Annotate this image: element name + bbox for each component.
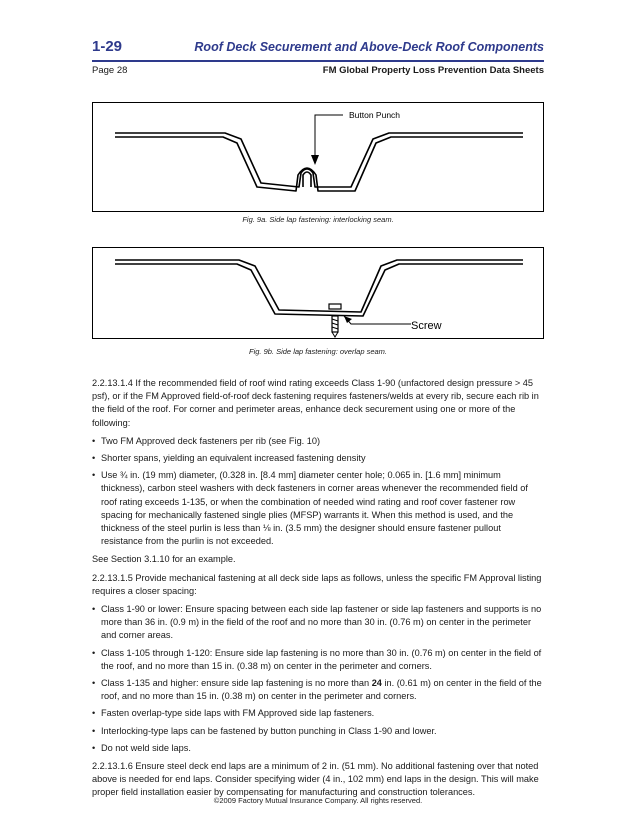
list-item: • Class 1-90 or lower: Ensure spacing between each side lap fastener or side lap fasteners and supports is no more than 36 in. (0.9 m) in the field of the roof and no more than 30 in. (0.76 m) on center in the perimeter and corner areas. bbox=[92, 603, 544, 643]
emphasized-value: 24 bbox=[371, 678, 382, 689]
list-item: • Do not weld side laps. bbox=[92, 742, 544, 755]
paragraph-2-2-13-1-5: 2.2.13.1.5 Provide mechanical fastening at all deck side laps as follows, unless the specific FM Approval listing requires a closer spacing: bbox=[92, 572, 542, 596]
item-text: Class 1-135 and higher: ensure side lap fastening is no more than bbox=[101, 678, 372, 689]
side-lap-list bbox=[92, 603, 544, 755]
button-punch-label: Button Punch bbox=[349, 110, 401, 120]
paragraph-2-2-13-1-4: 2.2.13.1.4 If the recommended field of roof wind rating exceeds Class 1-90 (unfactored design pressure > 45 psf), or if the FM Approved field-of-roof deck fastening requires fasteners/welds at every rib, secure each rib in the field of the roof. For corner and perimeter areas, enhance deck securement using one or more of the following: bbox=[92, 378, 539, 428]
list-item: • Class 1-105 through 1-120: Ensure side lap fastening is no more than 30 in. (0.76 m) on center in the field of the roof, and no more than 15 in. (0.38 m) on center in the perimeter and corners. bbox=[92, 647, 544, 673]
list-item: • Fasten overlap-type side laps with FM Approved side lap fasteners. bbox=[92, 707, 544, 720]
screw-label: Screw bbox=[411, 320, 442, 332]
figure-9b bbox=[92, 247, 544, 339]
overlap-seam-drawing bbox=[93, 248, 543, 338]
item-text: in. (0.61 m) on center in the field of the roof, and no more than 15 in. (0.38 m) on center in the perimeter and corners. bbox=[101, 678, 542, 702]
header-rule bbox=[92, 60, 544, 62]
document-number: 1-29 bbox=[92, 38, 123, 55]
list-item: • Two FM Approved deck fasteners per rib (see Fig. 10) bbox=[92, 435, 544, 448]
section-reference: See Section 3.1.10 for an example. bbox=[92, 554, 236, 565]
figure-9b-caption: Fig. 9b. Side lap fastening: overlap seam. bbox=[249, 347, 387, 356]
publication-name: FM Global Property Loss Prevention Data Sheets bbox=[322, 65, 544, 76]
copyright-footer: ©2009 Factory Mutual Insurance Company. All rights reserved. bbox=[213, 796, 423, 805]
interlocking-seam-drawing bbox=[93, 103, 543, 211]
list-item: • Interlocking-type laps can be fastened by button punching in Class 1-90 and lower. bbox=[92, 725, 544, 738]
list-item: • Shorter spans, yielding an equivalent increased fastening density bbox=[92, 452, 544, 465]
figure-9a-caption: Fig. 9a. Side lap fastening: interlocking seam. bbox=[242, 215, 394, 224]
page-number: Page 28 bbox=[92, 65, 128, 76]
paragraph-2-2-13-1-6: 2.2.13.1.6 Ensure steel deck end laps are a minimum of 2 in. (51 mm). No additional fastening over that noted above is needed for end laps. Consider specifying wider (4 in., 102 mm) end laps in the design. This will make proper field installation easier by compensating for manufacturing and construction tolerances. bbox=[92, 761, 539, 798]
document-title: Roof Deck Securement and Above-Deck Roof Components bbox=[194, 40, 544, 54]
body-text bbox=[92, 377, 544, 805]
list-item: • Use ¾ in. (19 mm) diameter, (0.328 in. [8.4 mm] diameter center hole; 0.065 in. [1.6 mm] minimum thickness), carbon steel washers with deck fasteners in corner areas whenever the recommended field of roof rating exceeds 1-135, or when the combination of needed wind rating and roof cover fastener row spacing for mechanically fastened single plies (MFSP) warrants it. When this method is used, and the thickness of the steel purlin is less than ⅛ in. (3.5 mm) the designer should ensure fastener pullout resistance from the purlin is not exceeded. bbox=[92, 469, 544, 548]
figure-9a bbox=[92, 102, 544, 212]
list-item bbox=[92, 677, 544, 703]
enhancement-list bbox=[92, 435, 544, 549]
